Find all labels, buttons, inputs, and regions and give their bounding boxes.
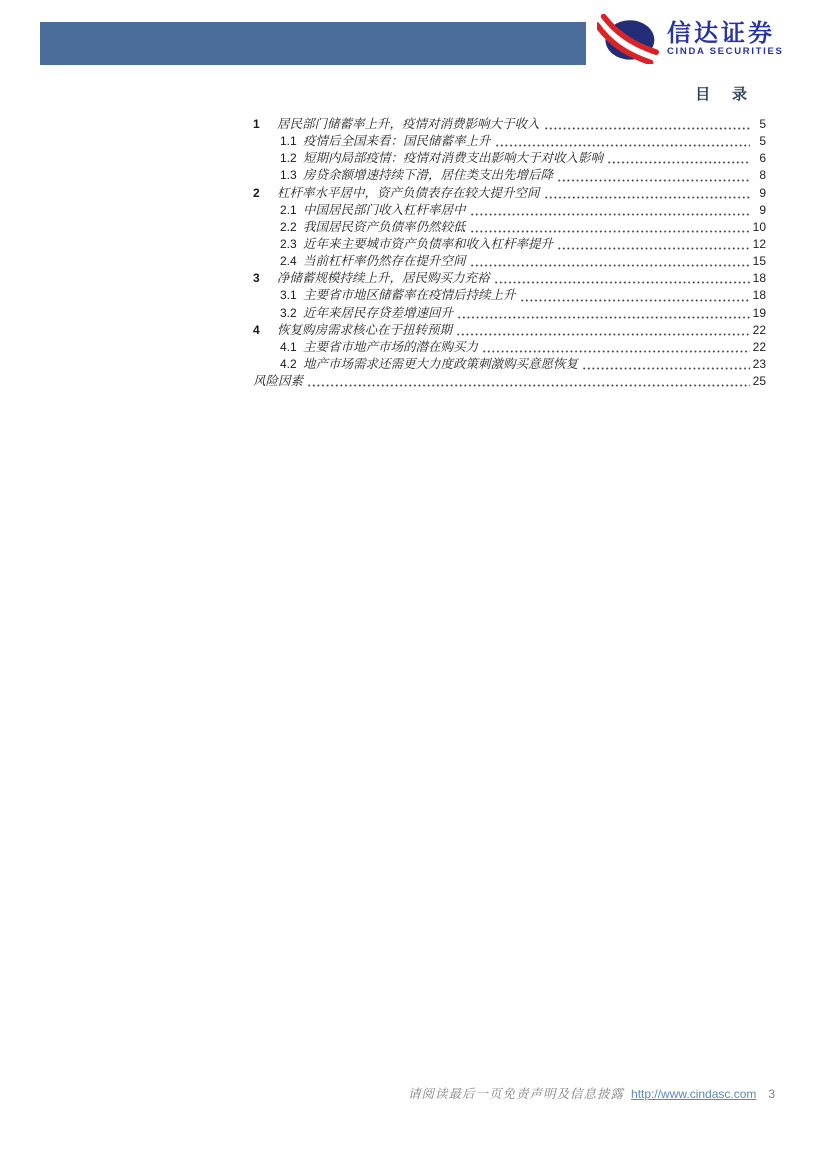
toc-entry-title: 恢复购房需求核心在于扭转预期 [277, 322, 453, 337]
toc-entry-title: 主要省市地产市场的潜在购买力 [303, 339, 479, 354]
toc-entry-title: 杠杆率水平居中，资产负债表存在较大提升空间 [277, 185, 540, 200]
toc-leader [471, 221, 750, 234]
toc-entry-number: 4.2 [280, 356, 297, 371]
toc-leader [558, 170, 750, 183]
toc-entry-number: 3.2 [280, 305, 297, 320]
toc-entry [253, 148, 766, 165]
toc-entry [253, 131, 766, 148]
header-bar [40, 22, 586, 65]
toc-entry-page: 22 [752, 322, 766, 337]
brand-logo [597, 13, 793, 65]
toc-entry [253, 268, 766, 285]
toc-entry [253, 183, 766, 200]
toc-leader [608, 152, 750, 165]
toc-entry-page: 15 [752, 254, 766, 269]
toc-leader [483, 341, 750, 354]
toc-entry-page: 5 [759, 117, 766, 131]
toc-entry-number: 2.3 [280, 236, 297, 251]
toc-entry-title: 居民部门储蓄率上升，疫情对消费影响大于收入 [277, 117, 540, 131]
toc-entry-number: 2.1 [280, 202, 297, 217]
toc-entry-number: 1.1 [280, 134, 297, 149]
toc-entry-title: 地产市场需求还需更大力度政策刺激购买意愿恢复 [303, 356, 579, 371]
toc-leader [471, 255, 750, 268]
toc-entry-title: 净储蓄规模持续上升，居民购买力充裕 [277, 271, 490, 286]
toc-entry-title: 当前杠杆率仍然存在提升空间 [303, 254, 466, 269]
toc-entry [253, 114, 766, 131]
toc-entry-number: 3.1 [280, 288, 297, 303]
toc-entry-title: 中国居民部门收入杠杆率居中 [303, 202, 466, 217]
toc-entry-number: 1.3 [280, 168, 297, 183]
toc-leader [545, 118, 750, 131]
page-footer [408, 1084, 775, 1102]
toc-leader [545, 187, 750, 200]
toc-entry-page: 5 [759, 134, 766, 149]
toc-entry-title: 疫情后全国来看：国民储蓄率上升 [303, 134, 491, 149]
toc-leader [496, 135, 750, 148]
toc-entry [253, 200, 766, 217]
toc-entry-title: 我国居民资产负债率仍然较低 [303, 219, 466, 234]
toc-entry [253, 320, 766, 337]
toc-entry-page: 18 [752, 271, 766, 286]
toc-entry-page: 22 [752, 339, 766, 354]
toc-leader [495, 272, 750, 285]
toc-leader [471, 204, 750, 217]
toc-entry [253, 165, 766, 182]
toc-entry-title: 短期内局部疫情：疫情对消费支出影响大于对收入影响 [303, 151, 604, 166]
toc-entry-number: 4.1 [280, 339, 297, 354]
footer-disclaimer: 请阅读最后一页免责声明及信息披露 [408, 1087, 625, 1101]
toc-leader [558, 238, 750, 251]
brand-name-en: CINDA SECURITIES [667, 46, 784, 57]
toc-entry-number: 1 [253, 117, 260, 131]
toc-entry-title: 近年来居民存贷差增速回升 [303, 305, 454, 320]
toc-entry-number: 1.2 [280, 151, 297, 166]
cinda-globe-icon [597, 14, 659, 64]
toc-entry [253, 371, 766, 388]
toc-entry-page: 10 [752, 219, 766, 234]
toc-leader [583, 358, 750, 371]
toc-leader [308, 375, 750, 388]
toc-entry-title: 近年来主要城市资产负债率和收入杠杆率提升 [303, 236, 554, 251]
toc-entry [253, 337, 766, 354]
brand-logotype [667, 21, 784, 57]
toc-entry-page: 12 [752, 236, 766, 251]
toc-entry [253, 217, 766, 234]
toc-entry-number: 2.2 [280, 219, 297, 234]
toc-entry-number: 2.4 [280, 254, 297, 269]
toc-entry-page: 25 [752, 374, 766, 389]
toc-entry-page: 8 [759, 168, 766, 183]
footer-page-number: 3 [768, 1087, 776, 1101]
toc-entry-number: 2 [253, 185, 260, 200]
toc-entry-page: 18 [752, 288, 766, 303]
toc-entry-page: 6 [759, 151, 766, 166]
toc-entry-title: 房贷余额增速持续下滑，居住类支出先增后降 [303, 168, 554, 183]
toc-heading: 目 录 [695, 87, 756, 103]
toc-entry-number: 3 [253, 271, 260, 286]
toc-entry [253, 354, 766, 371]
toc-entry-page: 9 [759, 202, 766, 217]
toc-entry [253, 285, 766, 302]
toc-entry-title: 主要省市地区储蓄率在疫情后持续上升 [303, 288, 516, 303]
toc-entry [253, 251, 766, 268]
toc-leader [458, 307, 750, 320]
toc-entry-title: 风险因素 [253, 374, 304, 389]
toc-entry-page: 9 [759, 185, 766, 200]
brand-name-cn: 信达证券 [667, 20, 775, 47]
toc-entry [253, 234, 766, 251]
toc-entry [253, 303, 766, 320]
toc-entry-page: 19 [752, 305, 766, 320]
footer-link[interactable]: http://www.cindasc.com [631, 1087, 757, 1101]
toc-leader [521, 290, 750, 303]
toc-entry-number: 4 [253, 322, 260, 337]
toc-leader [457, 324, 750, 337]
toc-list [253, 114, 766, 388]
toc-entry-page: 23 [752, 356, 766, 371]
